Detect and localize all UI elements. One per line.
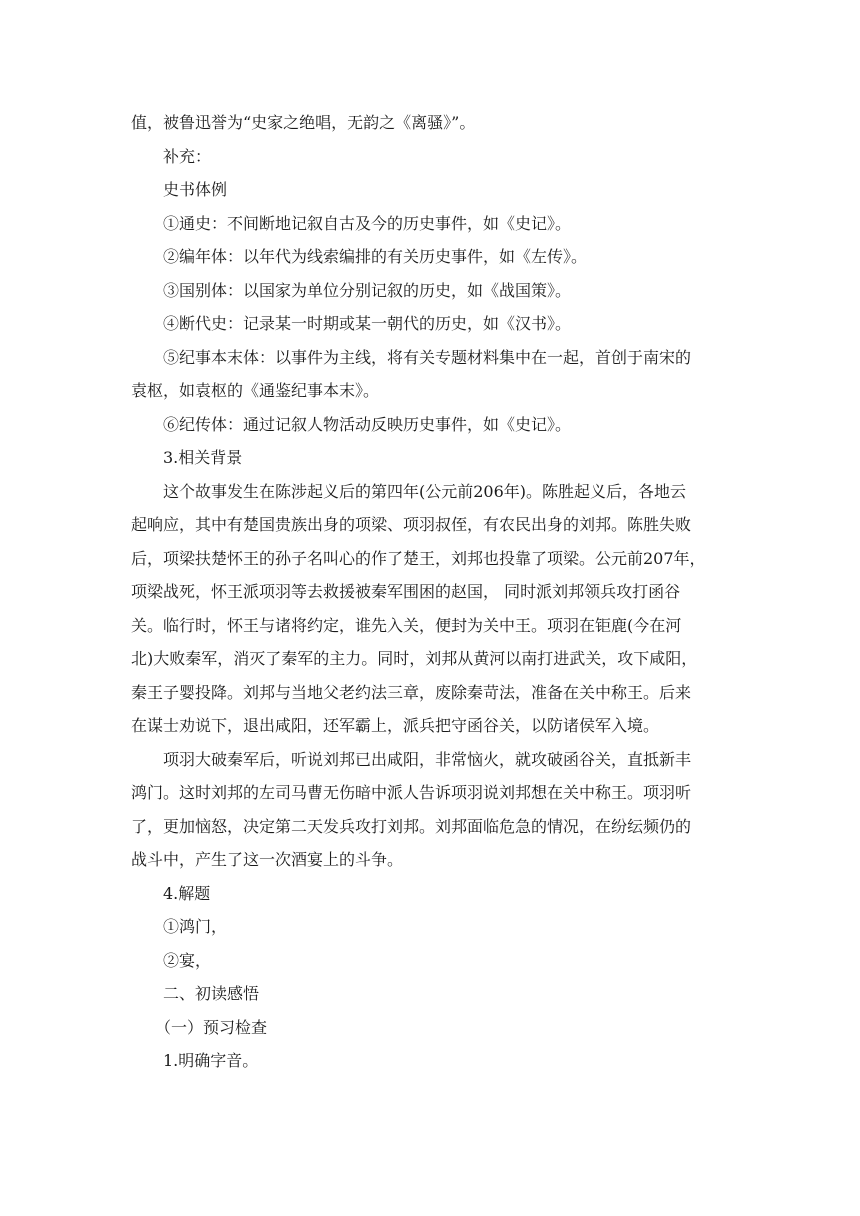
paragraph-line: 项梁战死，怀王派项羽等去救援被秦军围困的赵国， 同时派刘邦领兵攻打函谷 [131, 582, 681, 601]
background-paragraph-2 [131, 743, 729, 877]
list-item: ⑤纪事本末体：以事件为主线，将有关专题材料集中在一起，首创于南宋的 [163, 347, 692, 367]
supplement-heading: 补充： [163, 146, 212, 166]
section-heading: 二、初读感悟 [163, 984, 260, 1003]
paragraph-line: 北)大败秦军，消灭了秦军的主力。同时，刘邦从黄河以南打进武关，攻下咸阳， [131, 649, 698, 668]
list-item: ①通史：不间断地记叙自古及今的历史事件，如《史记》。 [163, 213, 572, 233]
section-heading: 3.相关背景 [163, 448, 243, 467]
list-item: ②宴， [163, 950, 212, 970]
paragraph-line: 关。临行时，怀王与诸将约定，谁先入关，便封为关中王。项羽在钜鹿(今在河 [131, 615, 682, 635]
paragraph-line: 项羽大破秦军后，听说刘邦已出咸阳，非常恼火，就攻破函谷关，直抵新丰 [163, 749, 692, 769]
paragraph-line: 了，更加恼怒，决定第二天发兵攻打刘邦。刘邦面临危急的情况，在纷纭频仍的 [131, 816, 692, 836]
list-item: ②编年体：以年代为线索编排的有关历史事件，如《左传》。 [163, 247, 588, 266]
paragraph-line: 战斗中，产生了这一次酒宴上的斗争。 [131, 850, 404, 869]
paragraph-line: 鸿门。这时刘邦的左司马曹无伤暗中派人告诉项羽说刘邦想在关中称王。项羽听 [131, 783, 692, 802]
paragraph-line: 后，项梁扶楚怀王的孙子名叫心的作了楚王，刘邦也投靠了项梁。公元前207年， [131, 548, 706, 568]
document-page [131, 106, 729, 1078]
list-item: ①鸿门， [163, 917, 228, 936]
subsection-heading: （一）预习检查 [155, 1017, 268, 1037]
paragraph-line: 这个故事发生在陈涉起义后的第四年(公元前206年)。陈胜起义后，各地云 [163, 481, 687, 501]
background-paragraph-1 [131, 475, 729, 743]
list-item: ④断代史：记录某一时期或某一朝代的历史，如《汉书》。 [163, 314, 572, 333]
section-heading: 4.解题 [163, 883, 211, 903]
item-heading: 1.明确字音。 [163, 1051, 259, 1070]
list-item: ⑥纪传体：通过记叙人物活动反映历史事件，如《史记》。 [163, 414, 572, 434]
section-title: 史书体例 [163, 180, 228, 199]
text-line: 值，被鲁迅誉为“史家之绝唱，无韵之《离骚》”。 [131, 113, 476, 132]
list-item-continued: 袁枢，如袁枢的《通鉴纪事本末》。 [131, 381, 380, 400]
paragraph-line: 在谋士劝说下，退出咸阳，还军霸上，派兵把守函谷关，以防诸侯军入境。 [131, 716, 660, 735]
list-item: ③国别体：以国家为单位分别记叙的历史，如《战国策》。 [163, 280, 572, 300]
paragraph-line: 起响应，其中有楚国贵族出身的项梁、项羽叔侄，有农民出身的刘邦。陈胜失败 [131, 515, 692, 534]
paragraph-line: 秦王子婴投降。刘邦与当地父老约法三章，废除秦苛法，准备在关中称王。后来 [131, 682, 692, 702]
